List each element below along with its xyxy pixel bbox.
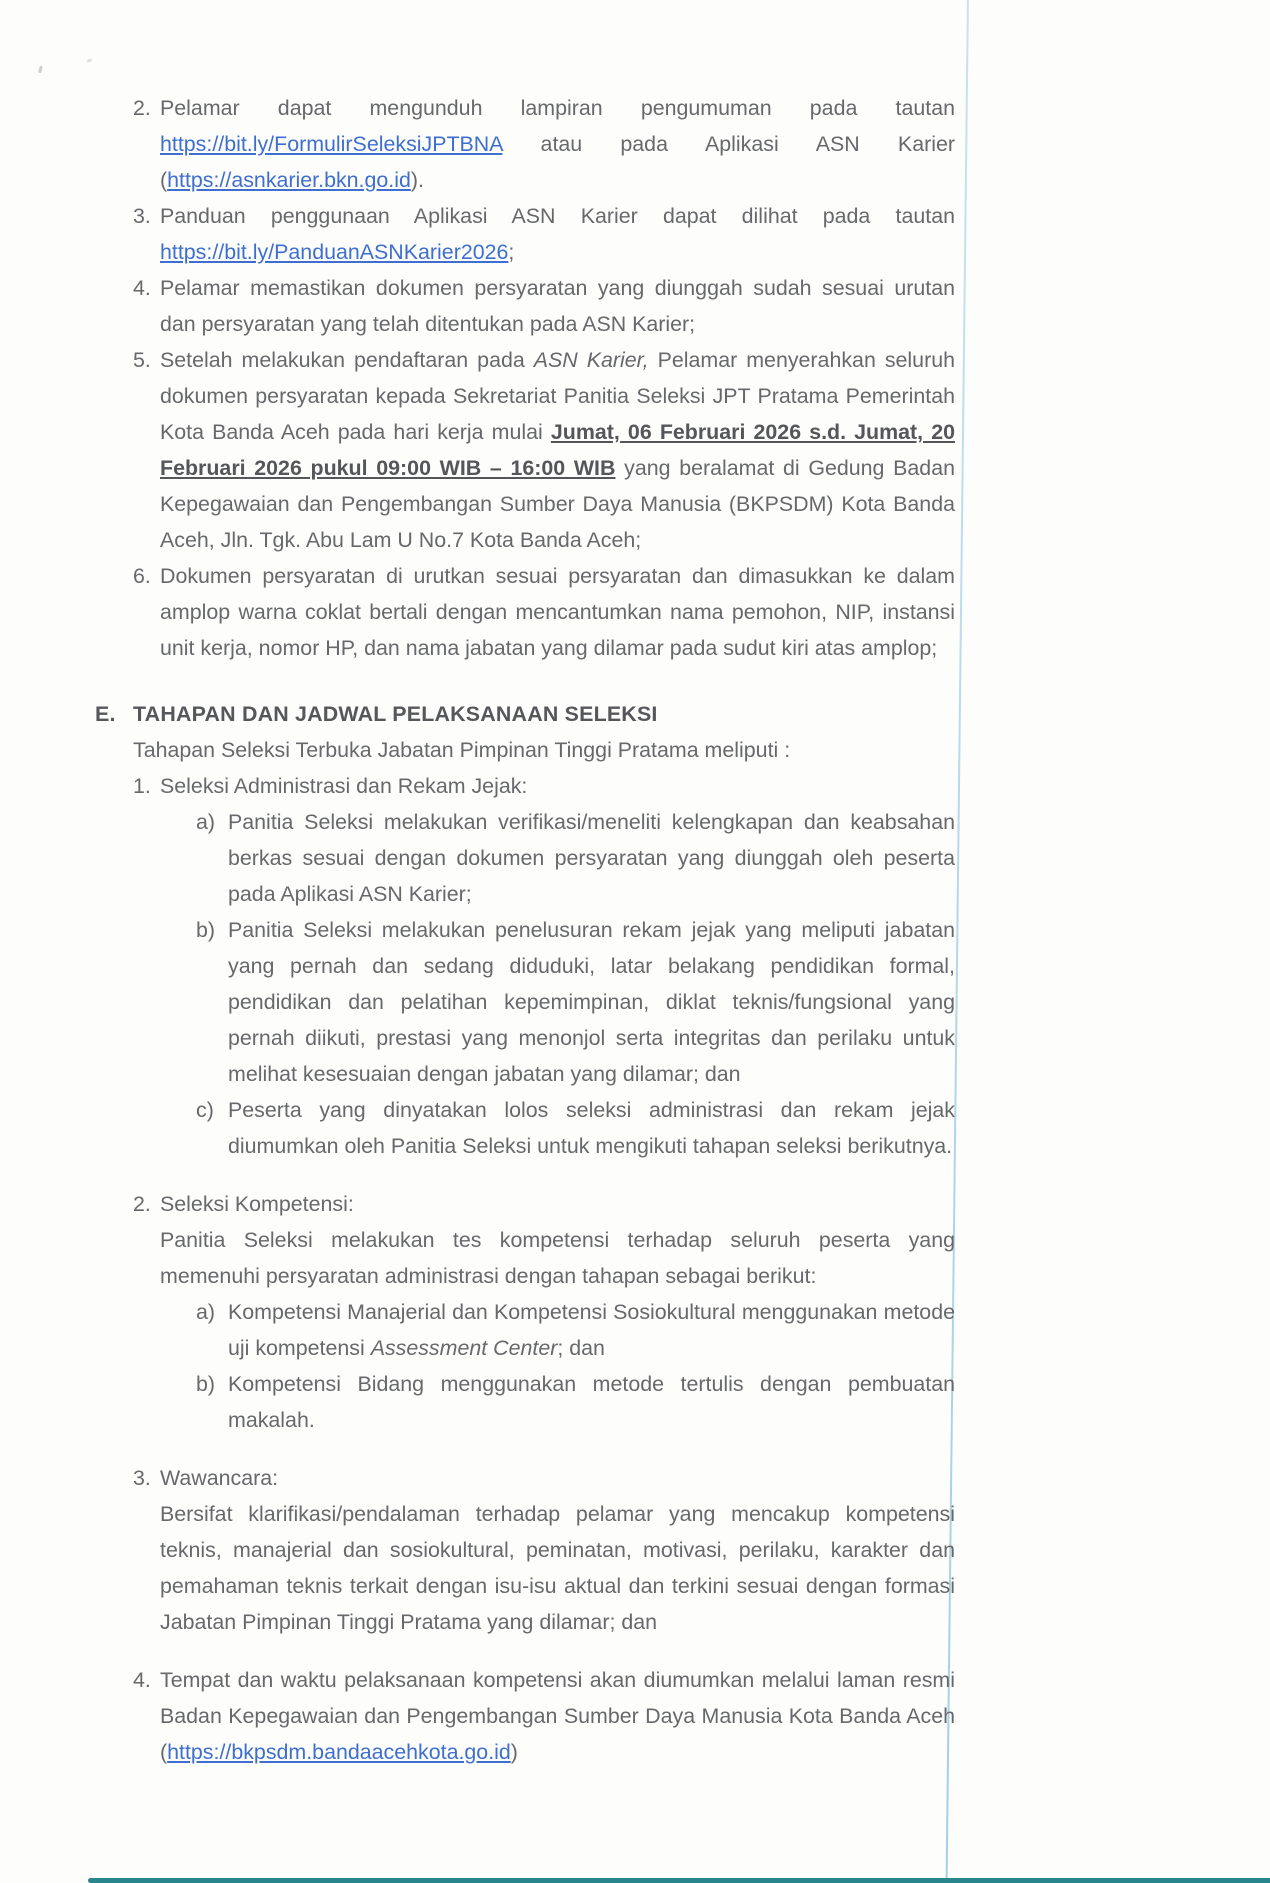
text-segment: Setelah melakukan pendaftaran pada bbox=[160, 348, 534, 372]
text-segment: Peserta yang dinyatakan lolos seleksi administrasi dan rekam jejak diumumkan oleh Panitia Seleksi untuk mengikuti tahapan seleksi berikutnya. bbox=[228, 1098, 955, 1158]
text-segment: Dokumen persyaratan di urutkan sesuai persyaratan dan dimasukkan ke dalam amplop warna coklat bertali dengan mencantumkan nama pemohon, NIP, instansi unit kerja, nomor HP, dan nama jabatan yang dilamar pada sudut kiri atas amplop; bbox=[160, 564, 955, 660]
list-item-2 bbox=[133, 90, 955, 198]
bkpsdm-link[interactable]: https://bkpsdm.bandaacehkota.go.id bbox=[167, 1740, 511, 1764]
formulir-seleksi-link[interactable]: https://bit.ly/FormulirSeleksiJPTBNA bbox=[160, 132, 503, 156]
stage-1-item-b bbox=[133, 912, 955, 1092]
scan-speck bbox=[38, 66, 43, 74]
text-segment: Pelamar memastikan dokumen persyaratan yang diunggah sudah sesuai urutan dan persyaratan yang telah ditentukan pada ASN Karier; bbox=[160, 276, 955, 336]
text-segment: ; dan bbox=[557, 1336, 605, 1360]
scan-speck bbox=[87, 58, 93, 63]
list-number: 1. bbox=[133, 774, 151, 798]
text-segment: Panduan penggunaan Aplikasi ASN Karier dapat dilihat pada tautan bbox=[160, 204, 955, 228]
stage-2-intro: Panitia Seleksi melakukan tes kompetensi terhadap seluruh peserta yang memenuhi persyaratan administrasi dengan tahapan sebagai berikut: bbox=[160, 1228, 955, 1288]
list-number: 5. bbox=[133, 348, 151, 372]
scan-artifact-bottom-edge bbox=[88, 1878, 1270, 1883]
text-segment: ; bbox=[508, 240, 515, 264]
text-segment: Wawancara: bbox=[160, 1466, 279, 1490]
section-label: E. bbox=[95, 702, 116, 726]
text-segment: Seleksi Kompetensi: bbox=[160, 1192, 354, 1216]
list-letter: a) bbox=[196, 810, 216, 834]
selection-stage-1 bbox=[133, 768, 955, 804]
text-segment: Tempat dan waktu pelaksanaan kompetensi akan diumumkan melalui laman resmi Badan Kepegawaian dan Pengembangan Sumber Daya Manusia Kota Banda Aceh ( bbox=[160, 1668, 955, 1764]
list-number: 6. bbox=[133, 564, 151, 588]
stage-1-item-a bbox=[133, 804, 955, 912]
list-number: 4. bbox=[133, 1668, 151, 1692]
list-item-4 bbox=[133, 270, 955, 342]
list-number: 3. bbox=[133, 1466, 151, 1490]
stage-1-item-c bbox=[133, 1092, 955, 1164]
text-segment: Kompetensi Manajerial dan Kompetensi Sosiokultural menggunakan metode uji kompetensi bbox=[228, 1300, 955, 1360]
text-segment: Pelamar menyerahkan seluruh dokumen persyaratan kepada Sekretariat Panitia Seleksi JPT Pratama Pemerintah Kota Banda Aceh pada hari kerja mulai bbox=[160, 348, 955, 444]
list-item-5 bbox=[133, 342, 955, 558]
stage-3-text: Bersifat klarifikasi/pendalaman terhadap pelamar yang mencakup kompetensi teknis, manajerial dan sosiokultural, peminatan, motivasi, perilaku, karakter dan pemahaman teknis terkait dengan isu-isu aktual dan terkini sesuai dengan formasi Jabatan Pimpinan Tinggi Pratama yang dilamar; dan bbox=[160, 1502, 955, 1634]
selection-stage-2 bbox=[133, 1186, 955, 1222]
stage-2-item-b bbox=[133, 1366, 955, 1438]
asn-karier-italic: ASN Karier, bbox=[533, 348, 649, 372]
list-letter: c) bbox=[196, 1098, 214, 1122]
selection-stage-3 bbox=[133, 1460, 955, 1496]
list-letter: b) bbox=[196, 1372, 216, 1396]
text-segment: atau pada Aplikasi ASN Karier ( bbox=[160, 132, 955, 192]
text-segment: Pelamar dapat mengunduh lampiran pengumuman pada tautan bbox=[160, 96, 955, 120]
text-segment: Panitia Seleksi melakukan verifikasi/meneliti kelengkapan dan keabsahan berkas sesuai dengan dokumen persyaratan yang diunggah oleh peserta pada Aplikasi ASN Karier; bbox=[228, 810, 955, 906]
panduan-asnkarier-link[interactable]: https://bit.ly/PanduanASNKarier2026 bbox=[160, 240, 509, 264]
list-number: 2. bbox=[133, 96, 151, 120]
stage-2-item-a bbox=[133, 1294, 955, 1366]
list-item-6 bbox=[133, 558, 955, 666]
text-segment: Seleksi Administrasi dan Rekam Jejak: bbox=[160, 774, 528, 798]
section-e-intro: Tahapan Seleksi Terbuka Jabatan Pimpinan Tinggi Pratama meliputi : bbox=[133, 738, 791, 762]
list-number: 2. bbox=[133, 1192, 151, 1216]
text-segment: Panitia Seleksi melakukan penelusuran rekam jejak yang meliputi jabatan yang pernah dan sedang diduduki, latar belakang pendidikan formal, pendidikan dan pelatihan kepemimpinan, diklat teknis/fungsional yang pernah diikuti, prestasi yang menonjol serta integritas dan perilaku untuk melihat kesesuaian dengan jabatan yang dilamar; dan bbox=[228, 918, 955, 1086]
list-number: 3. bbox=[133, 204, 151, 228]
section-title: TAHAPAN DAN JADWAL PELAKSANAAN SELEKSI bbox=[133, 702, 658, 726]
document-body bbox=[95, 90, 955, 1770]
list-letter: b) bbox=[196, 918, 216, 942]
text-segment: yang beralamat di Gedung Badan Kepegawaian dan Pengembangan Sumber Daya Manusia (BKPSDM) Kota Banda Aceh, Jln. Tgk. Abu Lam U No.7 Kota Banda Aceh; bbox=[160, 456, 955, 552]
text-segment: Kompetensi Bidang menggunakan metode tertulis dengan pembuatan makalah. bbox=[228, 1372, 955, 1432]
text-segment: ). bbox=[410, 168, 424, 192]
list-number: 4. bbox=[133, 276, 151, 300]
submission-date-range: Jumat, 06 Februari 2026 s.d. Jumat, 20 Februari 2026 pukul 09:00 WIB – 16:00 WIB bbox=[160, 420, 955, 480]
selection-stage-4 bbox=[133, 1662, 955, 1770]
asnkarier-link[interactable]: https://asnkarier.bkn.go.id bbox=[167, 168, 411, 192]
assessment-center-italic: Assessment Center bbox=[370, 1336, 558, 1360]
list-item-3 bbox=[133, 198, 955, 270]
text-segment: ) bbox=[510, 1740, 518, 1764]
list-letter: a) bbox=[196, 1300, 216, 1324]
section-e-heading bbox=[95, 696, 955, 732]
